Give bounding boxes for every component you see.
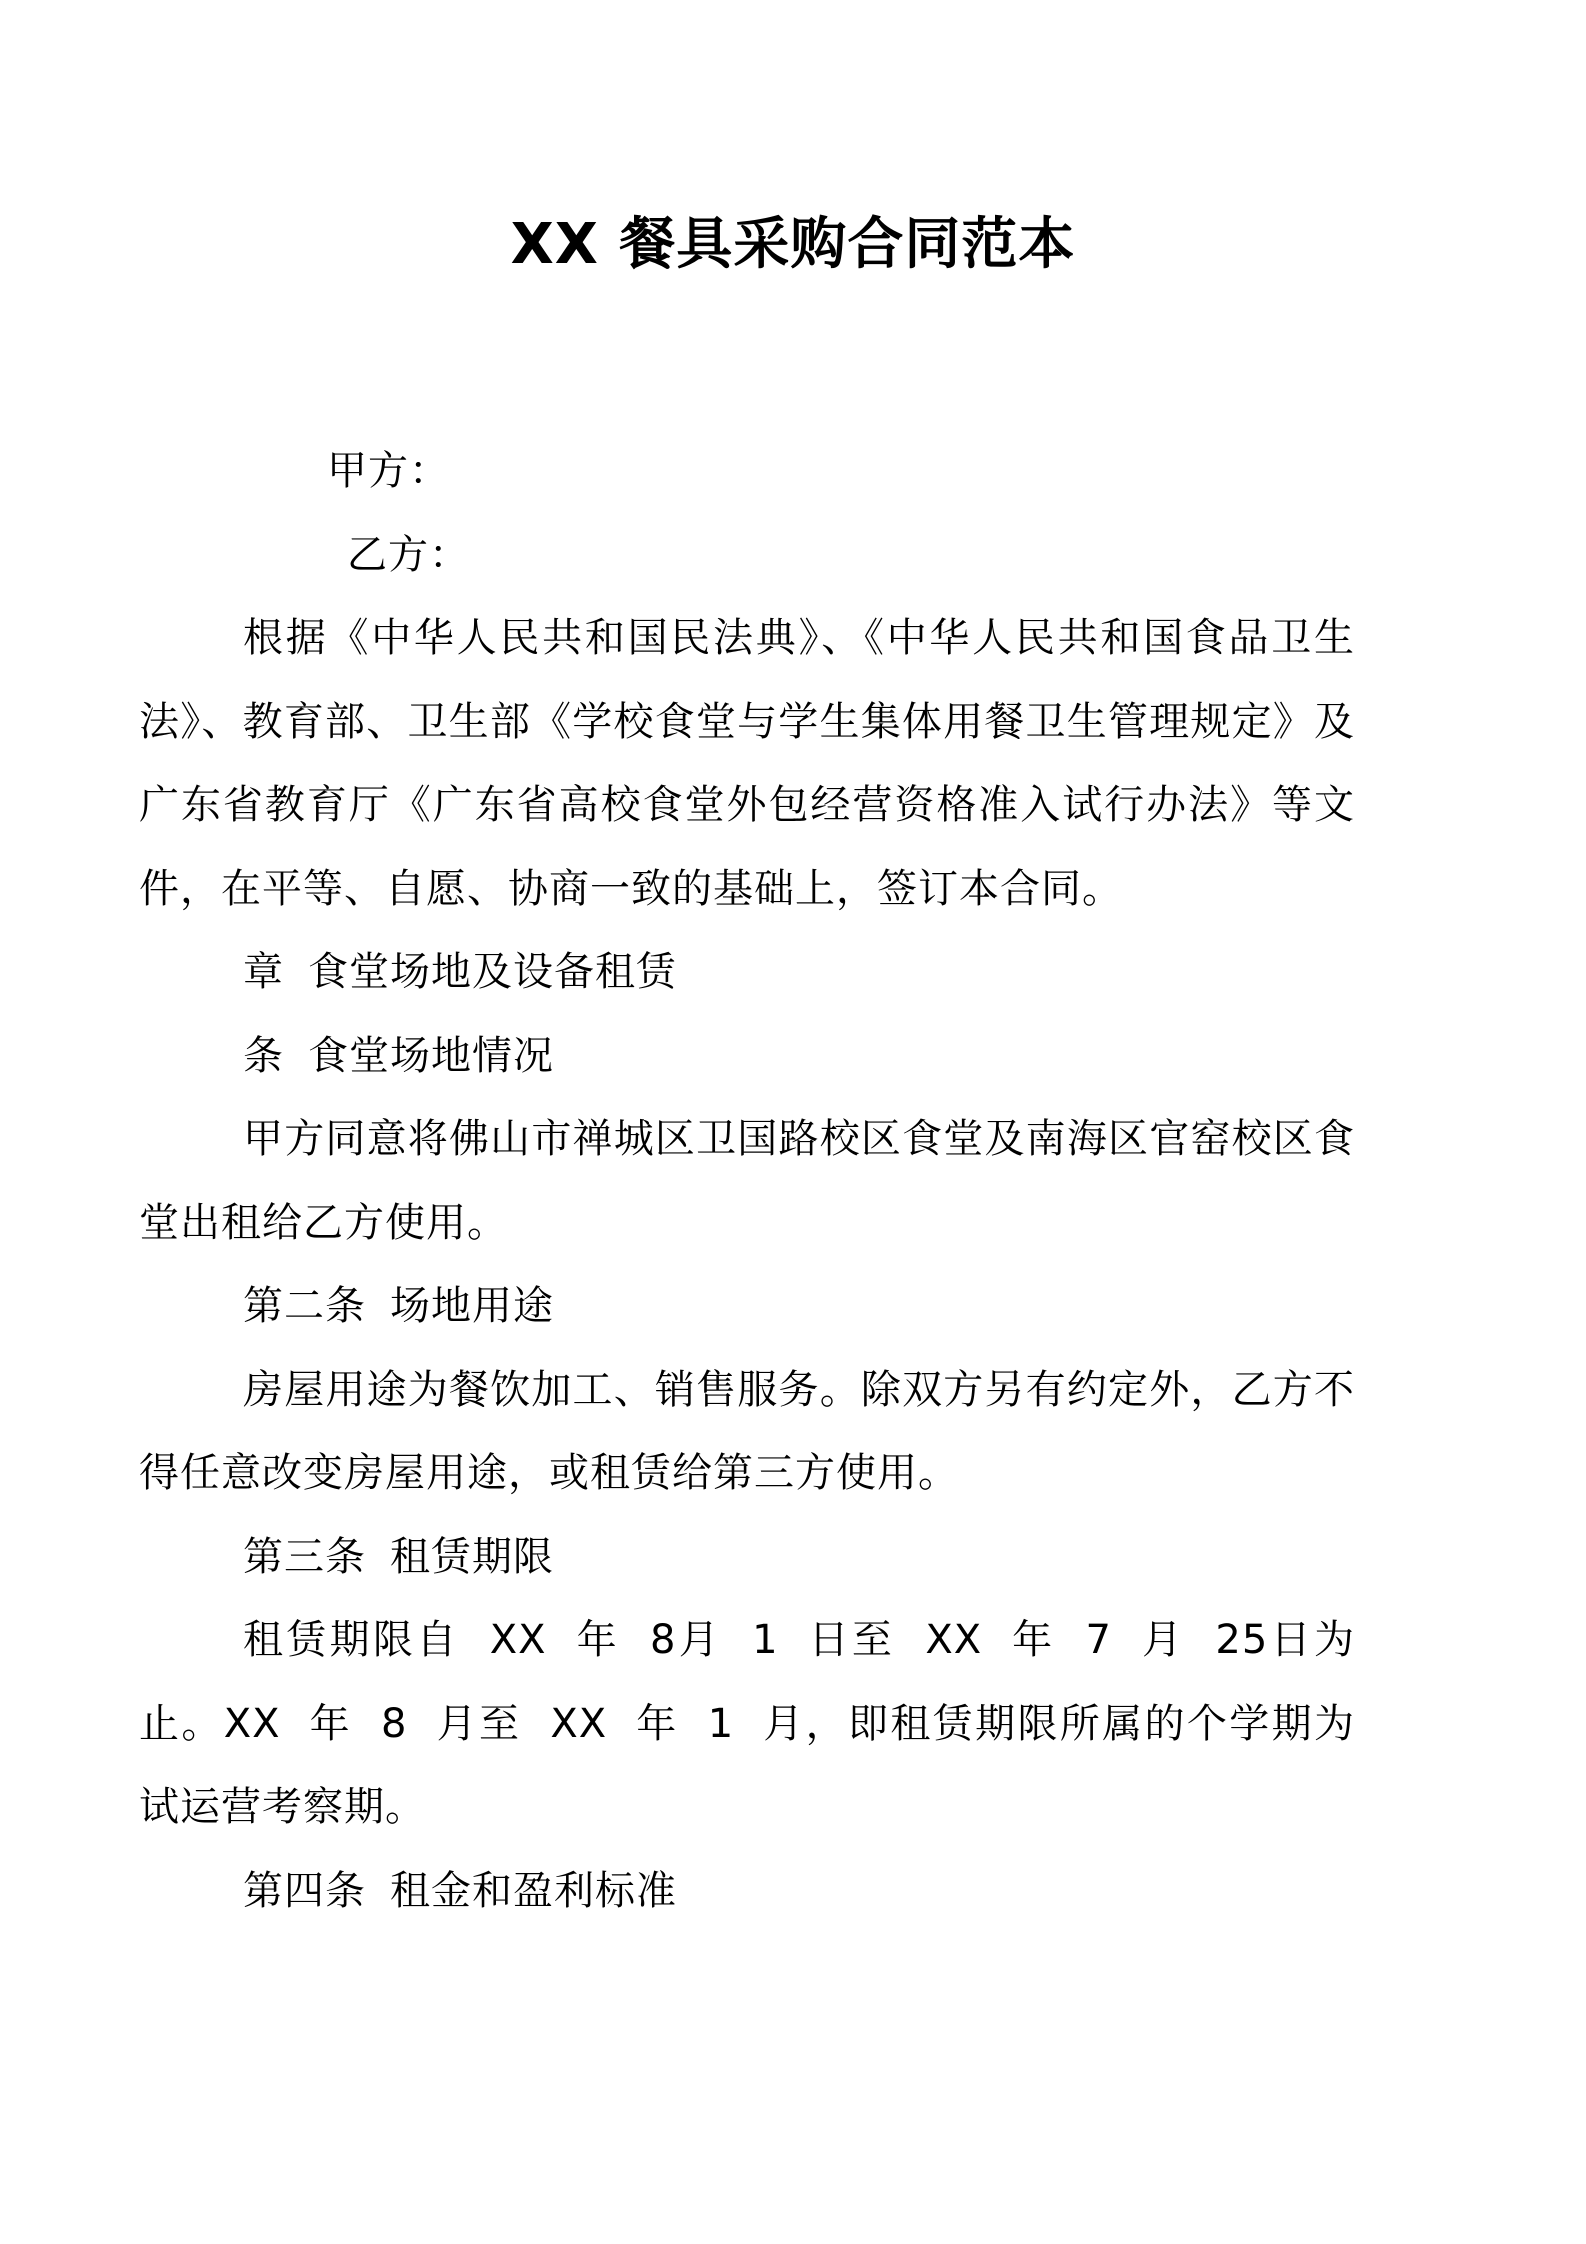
article-number: 第二条 (243, 1283, 366, 1329)
party-a-line: 甲方： (327, 448, 450, 494)
article-title: 食堂场地情况 (308, 1032, 554, 1079)
chapter-heading (139, 931, 1355, 1015)
document-body (139, 430, 1355, 1933)
article-2-heading (139, 1265, 1355, 1349)
article-title: 租金和盈利标准 (390, 1867, 677, 1914)
article-title: 场地用途 (390, 1283, 554, 1329)
preamble-paragraph: 根据《中华人民共和国民法典》、《中华人民共和国食品卫生法》、教育部、卫生部《学校食堂与学生集体用餐卫生管理规定》及广东省教育厅《广东省高校食堂外包经营资格准入试行办法》等文件，在平等、自愿、协商一致的基础上，签订本合同。 (139, 615, 1355, 912)
article-number: 第三条 (243, 1533, 366, 1580)
article-2-text: 房屋用途为餐饮加工、销售服务。除双方另有约定外，乙方不得任意改变房屋用途，或租赁给第三方使用。 (139, 1366, 1355, 1496)
article-number: 条 (243, 1032, 284, 1079)
article-title: 租赁期限 (390, 1533, 554, 1580)
article-3-heading (139, 1516, 1355, 1600)
article-1-text: 甲方同意将佛山市禅城区卫国路校区食堂及南海区官窑校区食堂出租给乙方使用。 (139, 1116, 1355, 1246)
document-title: XX 餐具采购合同范本 (510, 212, 1076, 277)
article-3-text: 租赁期限自 XX 年 8月 1 日至 XX 年 7 月 25日为止。XX 年 8 月至 XX 年 1 月，即租赁期限所属的个学期为试运营考察期。 (139, 1617, 1355, 1830)
chapter-number: 章 (243, 949, 284, 995)
article-4-heading (139, 1850, 1355, 1934)
chapter-title: 食堂场地及设备租赁 (308, 949, 677, 995)
article-1-heading (139, 1015, 1355, 1099)
article-number: 第四条 (243, 1867, 366, 1914)
party-b-line: 乙方： (347, 531, 470, 578)
